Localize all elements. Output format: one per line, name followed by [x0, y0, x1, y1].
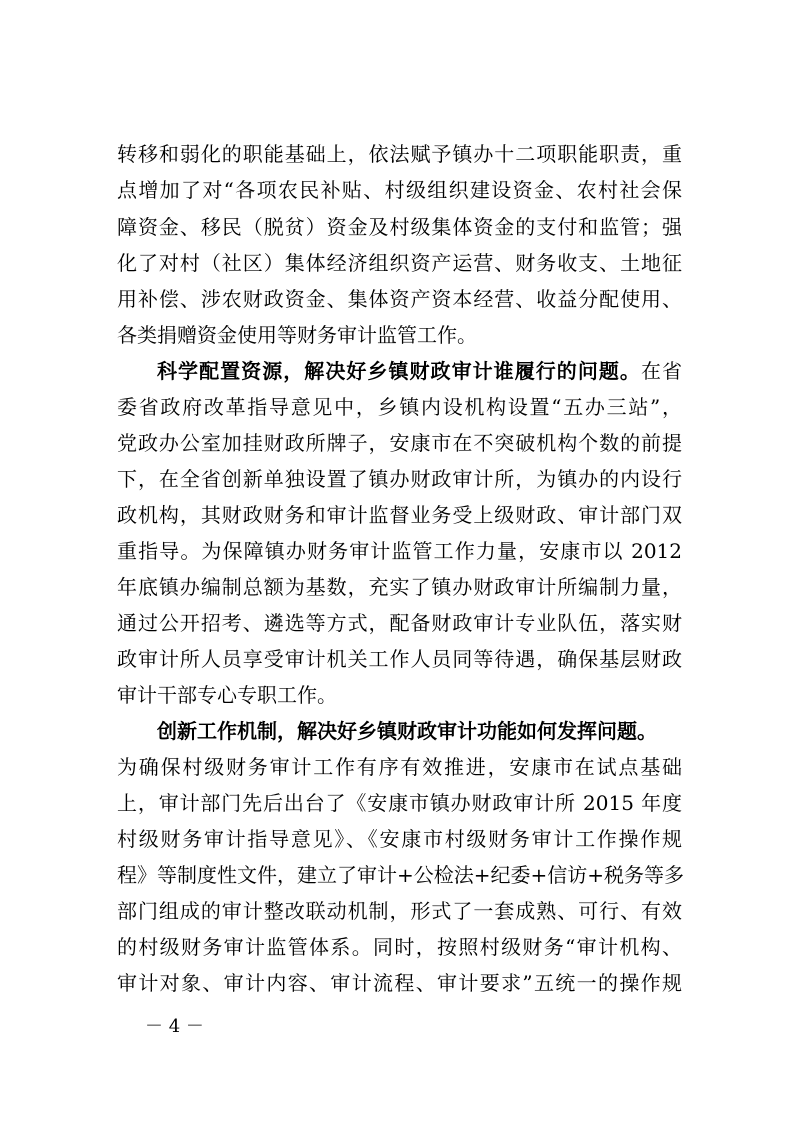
paragraph-2-line-1-rest: 在省 [640, 359, 683, 383]
paragraph-3-line-1 [157, 713, 682, 749]
paragraph-3-line-3: 上，审计部门先后出台了《安康市镇办财政审计所 2015 年度 [117, 791, 682, 815]
paragraph-1-line-3: 障资金、移民（脱贫）资金及村级集体资金的支付和监管；强 [117, 215, 682, 239]
paragraph-2-lead: 科学配置资源，解决好乡镇财政审计谁履行的问题。 [157, 359, 641, 383]
paragraph-2-line-9: 政审计所人员享受审计机关工作人员同等待遇，确保基层财政 [117, 647, 682, 671]
paragraph-2-line-10: 审计干部专心专职工作。 [117, 683, 337, 707]
paragraph-3-line-7: 的村级财务审计监管体系。同时，按照村级财务“审计机构、 [117, 935, 682, 959]
paragraph-3-line-8: 审计对象、审计内容、审计流程、审计要求”五统一的操作规 [117, 971, 682, 995]
paragraph-2-line-6: 重指导。为保障镇办财务审计监管工作力量，安康市以 2012 [117, 539, 682, 563]
paragraph-3-line-4: 村级财务审计指导意见》、《安康市村级财务审计工作操作规 [117, 827, 682, 851]
paragraph-2-line-8: 通过公开招考、遴选等方式，配备财政审计专业队伍，落实财 [117, 611, 682, 635]
paragraph-1-line-2: 点增加了对“各项农民补贴、村级组织建设资金、农村社会保 [117, 178, 682, 202]
page-number: － 4 － [145, 1016, 204, 1037]
paragraph-2-line-3: 党政办公室加挂财政所牌子，安康市在不突破机构个数的前提 [117, 431, 682, 455]
paragraph-2-line-2: 委省政府改革指导意见中，乡镇内设机构设置“五办三站”， [117, 395, 682, 419]
paragraph-1-line-4: 化了对村（社区）集体经济组织资产运营、财务收支、土地征 [117, 251, 682, 275]
paragraph-2-line-4: 下，在全省创新单独设置了镇办财政审计所，为镇办的内设行 [117, 467, 682, 491]
paragraph-2-line-5: 政机构，其财政财务和审计监督业务受上级财政、审计部门双 [117, 503, 682, 527]
paragraph-1-line-6: 各类捐赠资金使用等财务审计监管工作。 [117, 323, 477, 347]
paragraph-3-lead: 创新工作机制，解决好乡镇财政审计功能如何发挥问题。 [157, 719, 657, 743]
paragraph-3-line-5: 程》等制度性文件，建立了审计+公检法+纪委+信访+税务等多 [117, 863, 685, 887]
paragraph-3-line-6: 部门组成的审计整改联动机制，形式了一套成熟、可行、有效 [117, 899, 682, 923]
paragraph-1-line-5: 用补偿、涉农财政资金、集体资产资本经营、收益分配使用、 [117, 287, 682, 311]
paragraph-3-line-2: 为确保村级财务审计工作有序有效推进，安康市在试点基础 [117, 755, 682, 779]
paragraph-2-line-7: 年底镇办编制总额为基数，充实了镇办财政审计所编制力量， [117, 575, 682, 599]
paragraph-1-line-1: 转移和弱化的职能基础上，依法赋予镇办十二项职能职责，重 [117, 142, 682, 166]
paragraph-2-line-1 [157, 353, 682, 389]
